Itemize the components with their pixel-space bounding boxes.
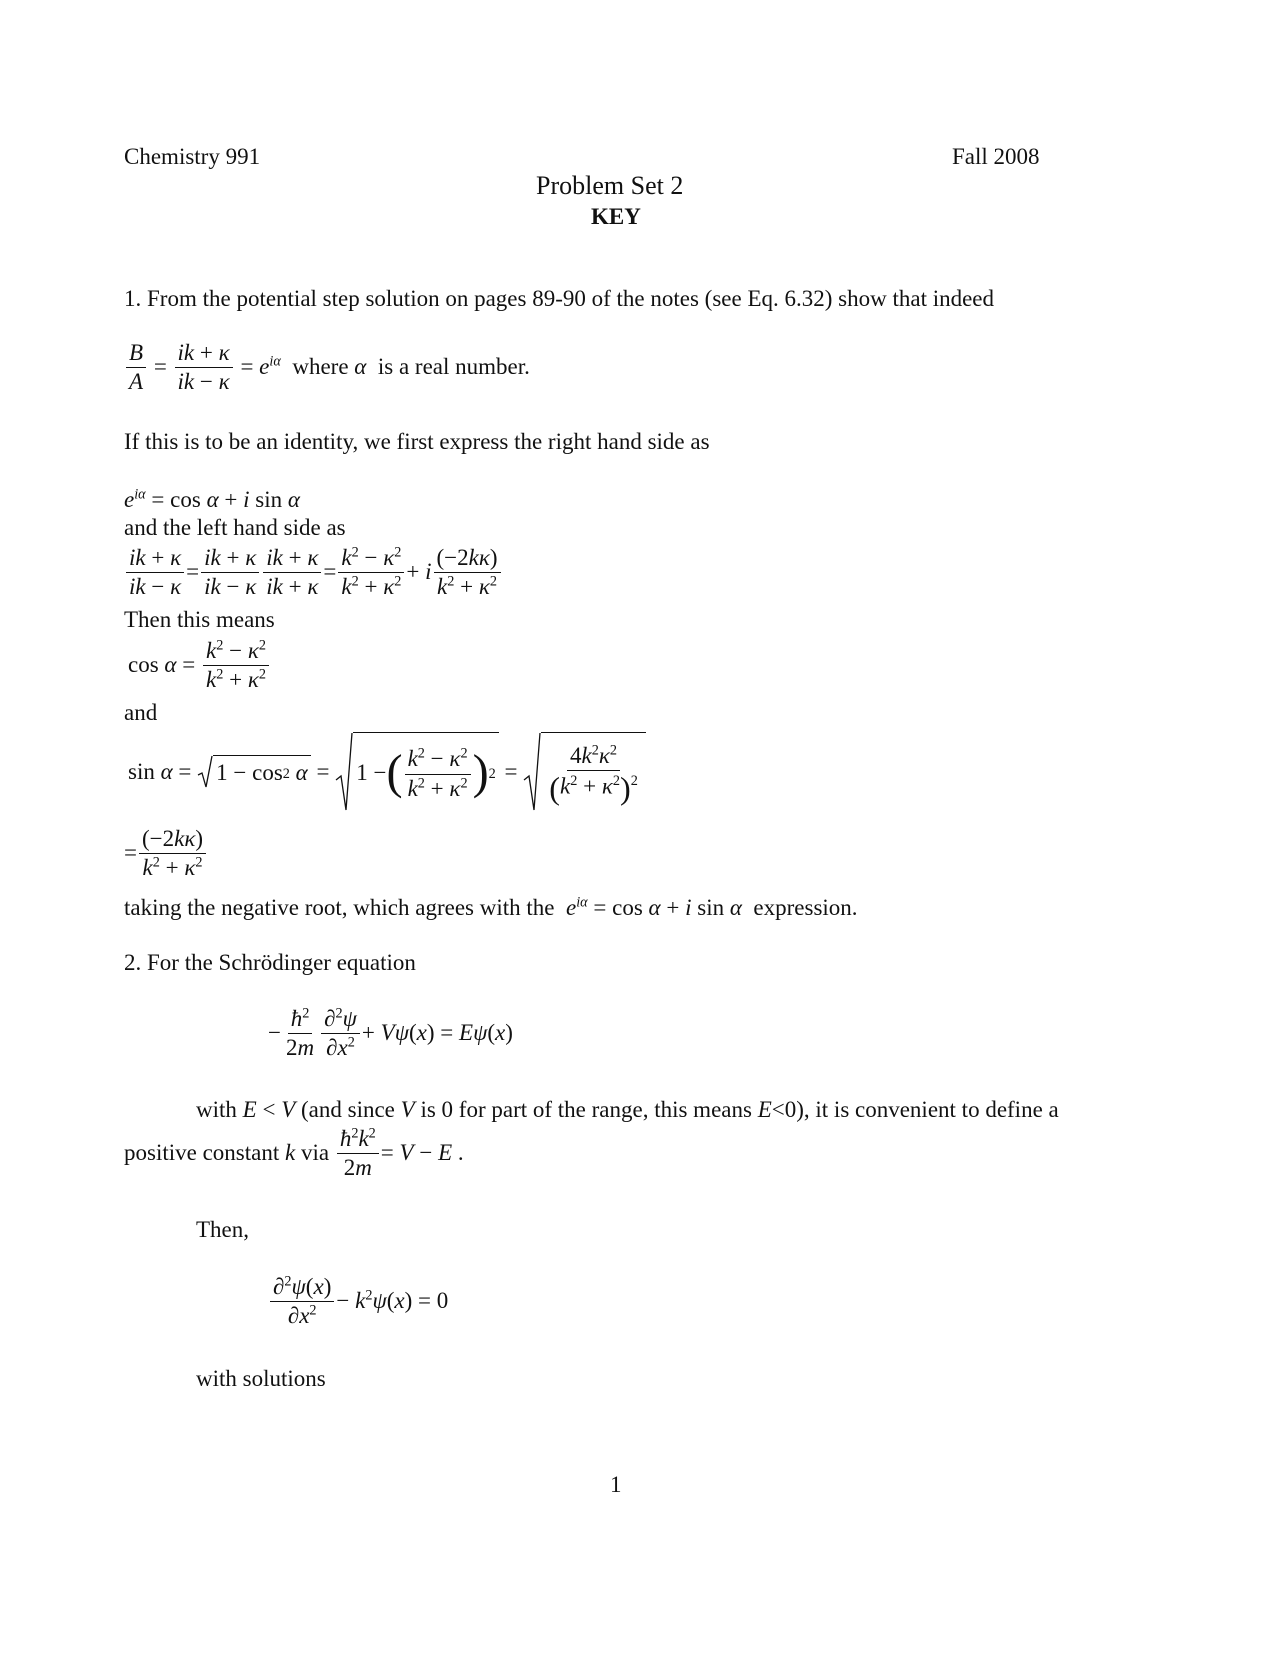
expression-text: expression. (753, 895, 858, 920)
equation-cos: cos α = $\frac{k^2 - \kappa^2}{k^2 + \kappa^2}$ (128, 638, 271, 693)
solutions-text: with solutions (196, 1366, 326, 1391)
problem-1-prompt: 1. From the potential step solution on pages 89-90 of the notes (see Eq. 6.32) show that indeed (124, 286, 995, 311)
identity-text: If this is to be an identity, we first express the right hand side as (124, 429, 710, 454)
equation-reduced: $\frac{\partial^2\psi(x)}{\partial x^2}$ − $k^2\psi(x) = 0$ (268, 1274, 448, 1329)
page-number: 1 (610, 1472, 622, 1497)
and-text: and (124, 700, 158, 725)
equation-euler: $e^{i\alpha} = \cos \alpha + i$ sin α (124, 486, 300, 512)
real-number-text: is a real number. (377, 354, 530, 380)
lhs-text: and the left hand side as (124, 515, 346, 540)
term-label: Fall 2008 (952, 144, 1040, 169)
course-name: Chemistry 991 (124, 144, 261, 169)
problem-2-prompt: 2. For the Schrödinger equation (124, 950, 416, 975)
equation-sin-result: = $\frac{(-2k\kappa)}{k^2 + \kappa^2}$ (124, 826, 208, 881)
equation-lhs-expansion: $\frac{ik + \kappa}{ik - \kappa}$ = $\frac{ik + \kappa}{ik - \kappa}$ $\frac{ik + \kappa}{ik + \kappa}$ = $\frac{k^2 - \kappa^2}{k^2 + \kappa^2}$ + i $\frac{(-2k\kappa)}{k^2 + \kappa^2}$ (124, 545, 503, 600)
means-text: Then this means (124, 607, 275, 632)
equation-schrodinger: − $\frac{ħ^2}{2m}$ $\frac{\partial^2\psi}{\partial x^2}$ + Vψ(x) = Eψ(x) (268, 1005, 513, 1061)
negative-root-line: taking the negative root, which agrees with the $e^{i\alpha} = \cos \alpha + i$ sin α expression. (124, 894, 858, 920)
equation-ratio: $\frac{B}{A}$ = $\frac{ik + \kappa}{ik - \kappa}$ = $e^{i\alpha}$ where α is a real number. (124, 340, 530, 395)
condition-line: with E < V (and since V is 0 for part of the range, this means E<0), it is convenient to define a (196, 1097, 1059, 1122)
then-text: Then, (196, 1217, 250, 1242)
where-text: where (292, 354, 349, 380)
equation-sin: sin α = 1 − cos 2 α = 1 − ( $\frac{k^2 - \kappa^2}{k^2 + \kappa^2}$ ) 2 = $\frac{4k^2\kappa^2}{(k^2 + \kappa^2)^2}$ (128, 732, 646, 812)
page-subtitle: KEY (591, 204, 641, 229)
negative-root-text: taking the negative root, which agrees with the (124, 895, 555, 920)
k-definition-line: positive constant k via $\frac{ħ^2k^2}{2m}$ = V − E . (124, 1125, 464, 1181)
page-title: Problem Set 2 (536, 171, 684, 200)
